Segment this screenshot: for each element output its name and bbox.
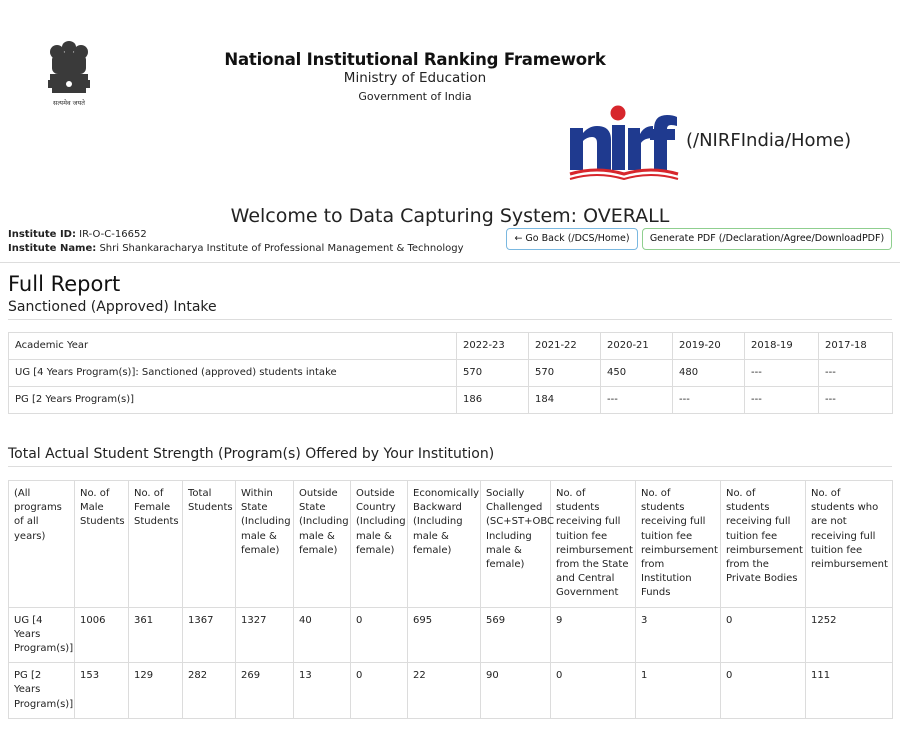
strength-cell: 0	[721, 607, 806, 663]
strength-header-cell: Outside State (Including male & female)	[294, 481, 351, 608]
strength-header-row	[9, 481, 893, 608]
strength-cell: 569	[481, 607, 551, 663]
strength-cell: 0	[721, 663, 806, 719]
strength-cell: 282	[183, 663, 236, 719]
strength-cell: 111	[806, 663, 893, 719]
strength-cell: 22	[408, 663, 481, 719]
intake-cell: 186	[457, 387, 529, 414]
intake-header-cell: 2019-20	[673, 333, 745, 360]
strength-cell: 129	[129, 663, 183, 719]
strength-header-cell: Socially Challenged (SC+ST+OBC Including male & female)	[481, 481, 551, 608]
strength-header-cell: No. of Male Students	[75, 481, 129, 608]
strength-header-cell: Total Students	[183, 481, 236, 608]
strength-divider	[8, 466, 892, 467]
intake-cell: 480	[673, 360, 745, 387]
framework-title: National Institutional Ranking Framework	[224, 50, 606, 69]
institute-name-label: Institute Name:	[8, 243, 97, 254]
strength-header-cell: No. of Female Students	[129, 481, 183, 608]
intake-cell: ---	[819, 360, 893, 387]
strength-cell: 695	[408, 607, 481, 663]
ministry-name: Ministry of Education	[343, 70, 487, 86]
strength-cell: PG [2 Years Program(s)]	[9, 663, 75, 719]
intake-header-cell: 2022-23	[457, 333, 529, 360]
generate-pdf-button[interactable]: Generate PDF (/Declaration/Agree/DownloadPDF)	[642, 228, 892, 250]
nirf-logo[interactable]	[568, 104, 680, 182]
strength-header-cell: No. of students who are not receiving full tuition fee reimbursement	[806, 481, 893, 608]
intake-cell: 570	[457, 360, 529, 387]
strength-cell: 1006	[75, 607, 129, 663]
strength-cell: 1252	[806, 607, 893, 663]
welcome-heading: Welcome to Data Capturing System: OVERALL	[230, 205, 670, 227]
strength-cell: 13	[294, 663, 351, 719]
nirf-home-link[interactable]: (/NIRFIndia/Home)	[686, 130, 852, 151]
intake-cell: ---	[745, 387, 819, 414]
intake-header-row	[9, 333, 893, 360]
intake-cell: 450	[601, 360, 673, 387]
strength-cell: 361	[129, 607, 183, 663]
strength-cell: 153	[75, 663, 129, 719]
intake-row	[9, 387, 893, 414]
intake-header-cell: 2018-19	[745, 333, 819, 360]
strength-table	[8, 480, 893, 719]
strength-header-cell: No. of students receiving full tuition fee reimbursement from the Private Bodies	[721, 481, 806, 608]
intake-header-cell: 2017-18	[819, 333, 893, 360]
go-back-button[interactable]: ← Go Back (/DCS/Home)	[506, 228, 638, 250]
strength-header-cell: Economically Backward (Including male & female)	[408, 481, 481, 608]
emblem-caption: सत्यमेव जयते	[53, 99, 85, 107]
institute-name-value: Shri Shankaracharya Institute of Professional Management & Technology	[99, 243, 464, 254]
intake-table	[8, 332, 893, 414]
intake-header-cell: 2021-22	[529, 333, 601, 360]
strength-cell: 0	[351, 607, 408, 663]
intake-header-cell: Academic Year	[9, 333, 457, 360]
institute-name	[8, 243, 464, 254]
intake-header-cell: 2020-21	[601, 333, 673, 360]
intake-row	[9, 360, 893, 387]
strength-cell: 9	[551, 607, 636, 663]
strength-header-cell: Within State (Including male & female)	[236, 481, 294, 608]
intake-cell: 570	[529, 360, 601, 387]
strength-cell: UG [4 Years Program(s)]	[9, 607, 75, 663]
intake-divider	[8, 319, 892, 320]
intake-cell: UG [4 Years Program(s)]: Sanctioned (approved) students intake	[9, 360, 457, 387]
header-divider	[0, 262, 900, 263]
intake-cell: ---	[745, 360, 819, 387]
strength-cell: 40	[294, 607, 351, 663]
strength-header-cell: No. of students receiving full tuition fee reimbursement from the State and Central Government	[551, 481, 636, 608]
strength-cell: 1367	[183, 607, 236, 663]
strength-cell: 269	[236, 663, 294, 719]
strength-cell: 1	[636, 663, 721, 719]
intake-cell: ---	[673, 387, 745, 414]
institute-id	[8, 229, 147, 240]
strength-header-cell: (All programs of all years)	[9, 481, 75, 608]
strength-header-cell: No. of students receiving full tuition fee reimbursement from Institution Funds	[636, 481, 721, 608]
strength-cell: 3	[636, 607, 721, 663]
strength-cell: 0	[351, 663, 408, 719]
government-name: Government of India	[358, 90, 472, 103]
strength-row	[9, 607, 893, 663]
intake-cell: 184	[529, 387, 601, 414]
strength-row	[9, 663, 893, 719]
institute-id-value: IR-O-C-16652	[79, 229, 147, 240]
intake-cell: ---	[601, 387, 673, 414]
intake-section-title: Sanctioned (Approved) Intake	[8, 299, 217, 315]
intake-cell: PG [2 Years Program(s)]	[9, 387, 457, 414]
strength-header-cell: Outside Country (Including male & female)	[351, 481, 408, 608]
strength-cell: 90	[481, 663, 551, 719]
page-title: Full Report	[8, 272, 121, 296]
strength-cell: 0	[551, 663, 636, 719]
institute-id-label: Institute ID:	[8, 229, 76, 240]
strength-section-title: Total Actual Student Strength (Program(s) Offered by Your Institution)	[8, 446, 495, 462]
strength-cell: 1327	[236, 607, 294, 663]
intake-cell: ---	[819, 387, 893, 414]
